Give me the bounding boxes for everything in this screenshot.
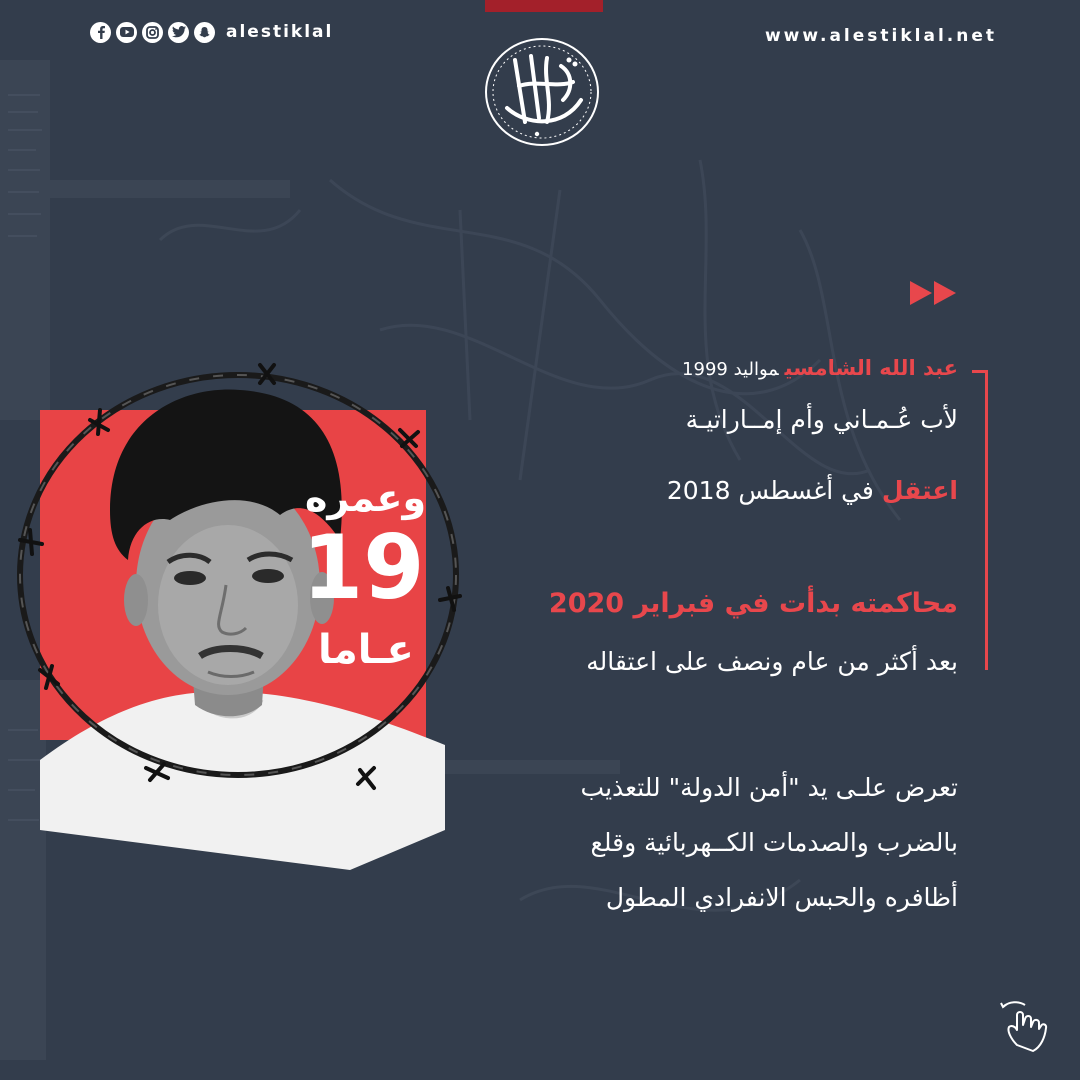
torture-line-1: تعرض علـى يد "أمن الدولة" للتعذيب xyxy=(580,773,958,802)
arrest-word: اعتقل xyxy=(881,476,958,505)
instagram-icon[interactable] xyxy=(142,22,163,43)
facebook-icon[interactable] xyxy=(90,22,111,43)
parents-line: لأب عُـمـاني وأم إمــاراتيـة xyxy=(685,405,958,434)
torture-paragraph xyxy=(581,760,958,925)
alestiklal-logo xyxy=(477,30,607,155)
trial-headline: محاكمته بدأت في فبراير 2020 xyxy=(548,588,958,619)
social-handle[interactable]: alestiklal xyxy=(226,22,334,42)
fast-forward-icon xyxy=(910,281,958,305)
arrest-line xyxy=(667,476,958,505)
text-accent-bracket xyxy=(972,370,988,670)
age-number: 19 xyxy=(302,516,425,619)
person-name: عبد الله الشامسي xyxy=(784,356,958,380)
name-line xyxy=(682,356,958,380)
website-url[interactable]: www.alestiklal.net xyxy=(764,26,997,46)
snapchat-icon[interactable] xyxy=(194,22,215,43)
social-links xyxy=(90,20,333,44)
birth-year: مواليد 1999 xyxy=(682,359,779,380)
torture-line-2: بالضرب والصدمات الكــهربائية وقلع xyxy=(590,828,958,857)
arrest-date: في أغسطس 2018 xyxy=(666,476,874,505)
twitter-icon[interactable] xyxy=(168,22,189,43)
age-prefix: وعمره xyxy=(305,476,427,520)
top-accent-bar xyxy=(485,0,603,12)
trial-note: بعد أكثر من عام ونصف على اعتقاله xyxy=(586,647,958,676)
torture-line-3: أظافره والحبس الانفرادي المطول xyxy=(605,883,958,912)
age-unit: عـاما xyxy=(318,627,414,673)
youtube-icon[interactable] xyxy=(116,22,137,43)
swipe-hand-icon[interactable] xyxy=(995,995,1055,1055)
